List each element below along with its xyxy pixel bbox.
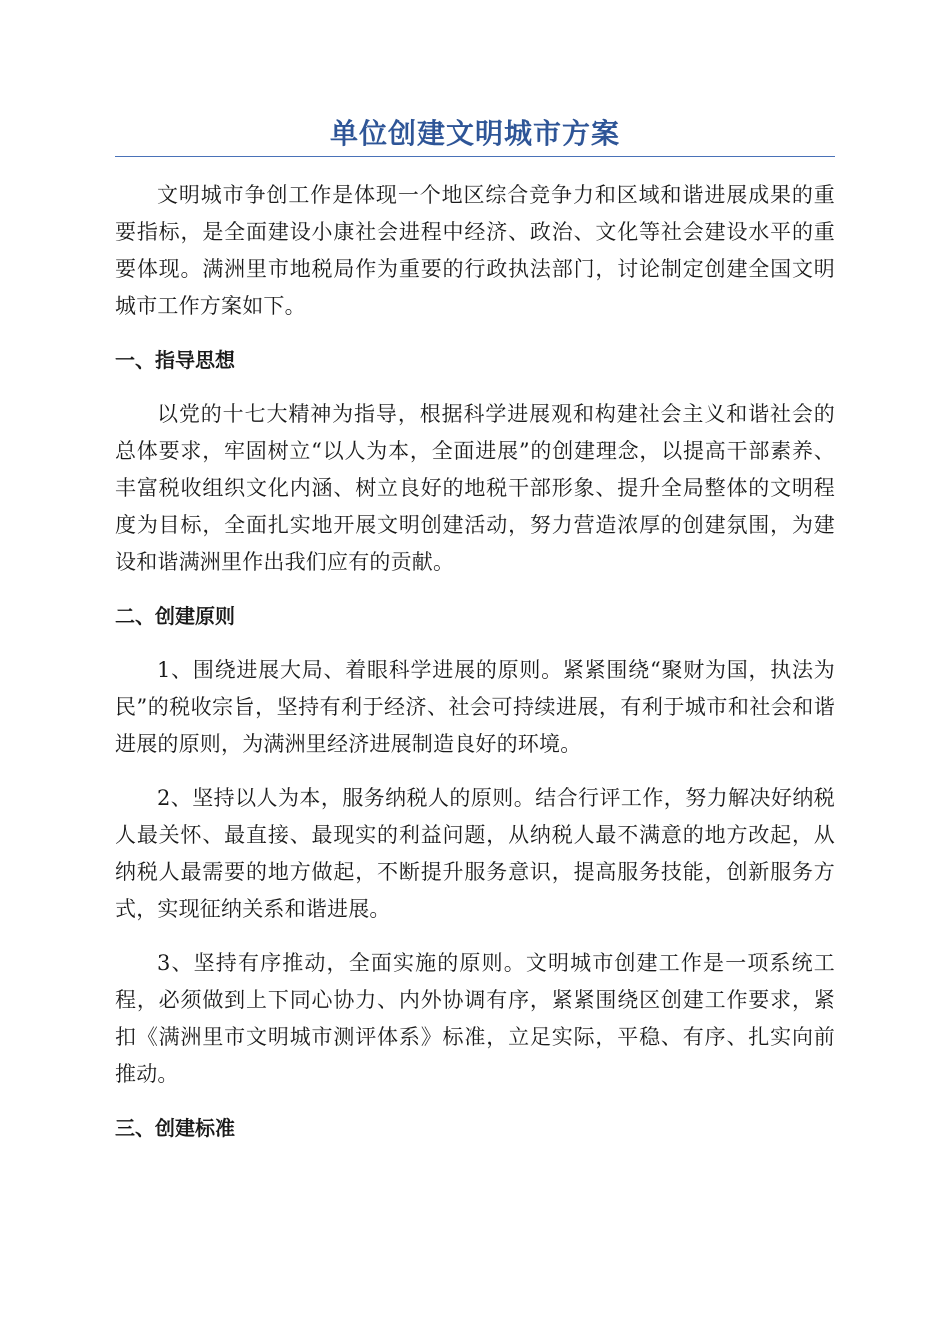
principle-paragraph-2: 2、坚持以人为本，服务纳税人的原则。结合行评工作，努力解决好纳税人最关怀、最直接、最现实的利益问题，从纳税人最不满意的地方改起，从纳税人最需要的地方做起，不断提升服务意识，提高服务技能，创新服务方式，实现征纳关系和谐进展。 <box>115 786 835 921</box>
document-title: 单位创建文明城市方案 <box>115 112 835 157</box>
guiding-ideology-paragraph: 以党的十七大精神为指导，根据科学进展观和构建社会主义和谐社会的总体要求，牢固树立“以人为本，全面进展”的创建理念，以提高干部素养、丰富税收组织文化内涵、树立良好的地税干部形象、提升全局整体的文明程度为目标，全面扎实地开展文明创建活动，努力营造浓厚的创建氛围，为建设和谐满洲里作出我们应有的贡献。 <box>115 402 835 574</box>
principle-paragraph-1: 1、围绕进展大局、着眼科学进展的原则。紧紧围绕“聚财为国，执法为民”的税收宗旨，坚持有利于经济、社会可持续进展，有利于城市和社会和谐进展的原则，为满洲里经济进展制造良好的环境。 <box>115 658 835 756</box>
document-page <box>115 112 835 1147</box>
principle-paragraph-3: 3、坚持有序推动，全面实施的原则。文明城市创建工作是一项系统工程，必须做到上下同心协力、内外协调有序，紧紧围绕区创建工作要求，紧扣《满洲里市文明城市测评体系》标准，立足实际，平稳、有序、扎实向前推动。 <box>115 951 835 1086</box>
section-heading-standards: 三、创建标准 <box>115 1116 235 1140</box>
section-heading-guiding-ideology: 一、指导思想 <box>115 348 235 372</box>
intro-paragraph: 文明城市争创工作是体现一个地区综合竞争力和区域和谐进展成果的重要指标，是全面建设小康社会进程中经济、政治、文化等社会建设水平的重要体现。满洲里市地税局作为重要的行政执法部门，讨论制定创建全国文明城市工作方案如下。 <box>115 183 835 318</box>
section-heading-principles: 二、创建原则 <box>115 604 235 628</box>
